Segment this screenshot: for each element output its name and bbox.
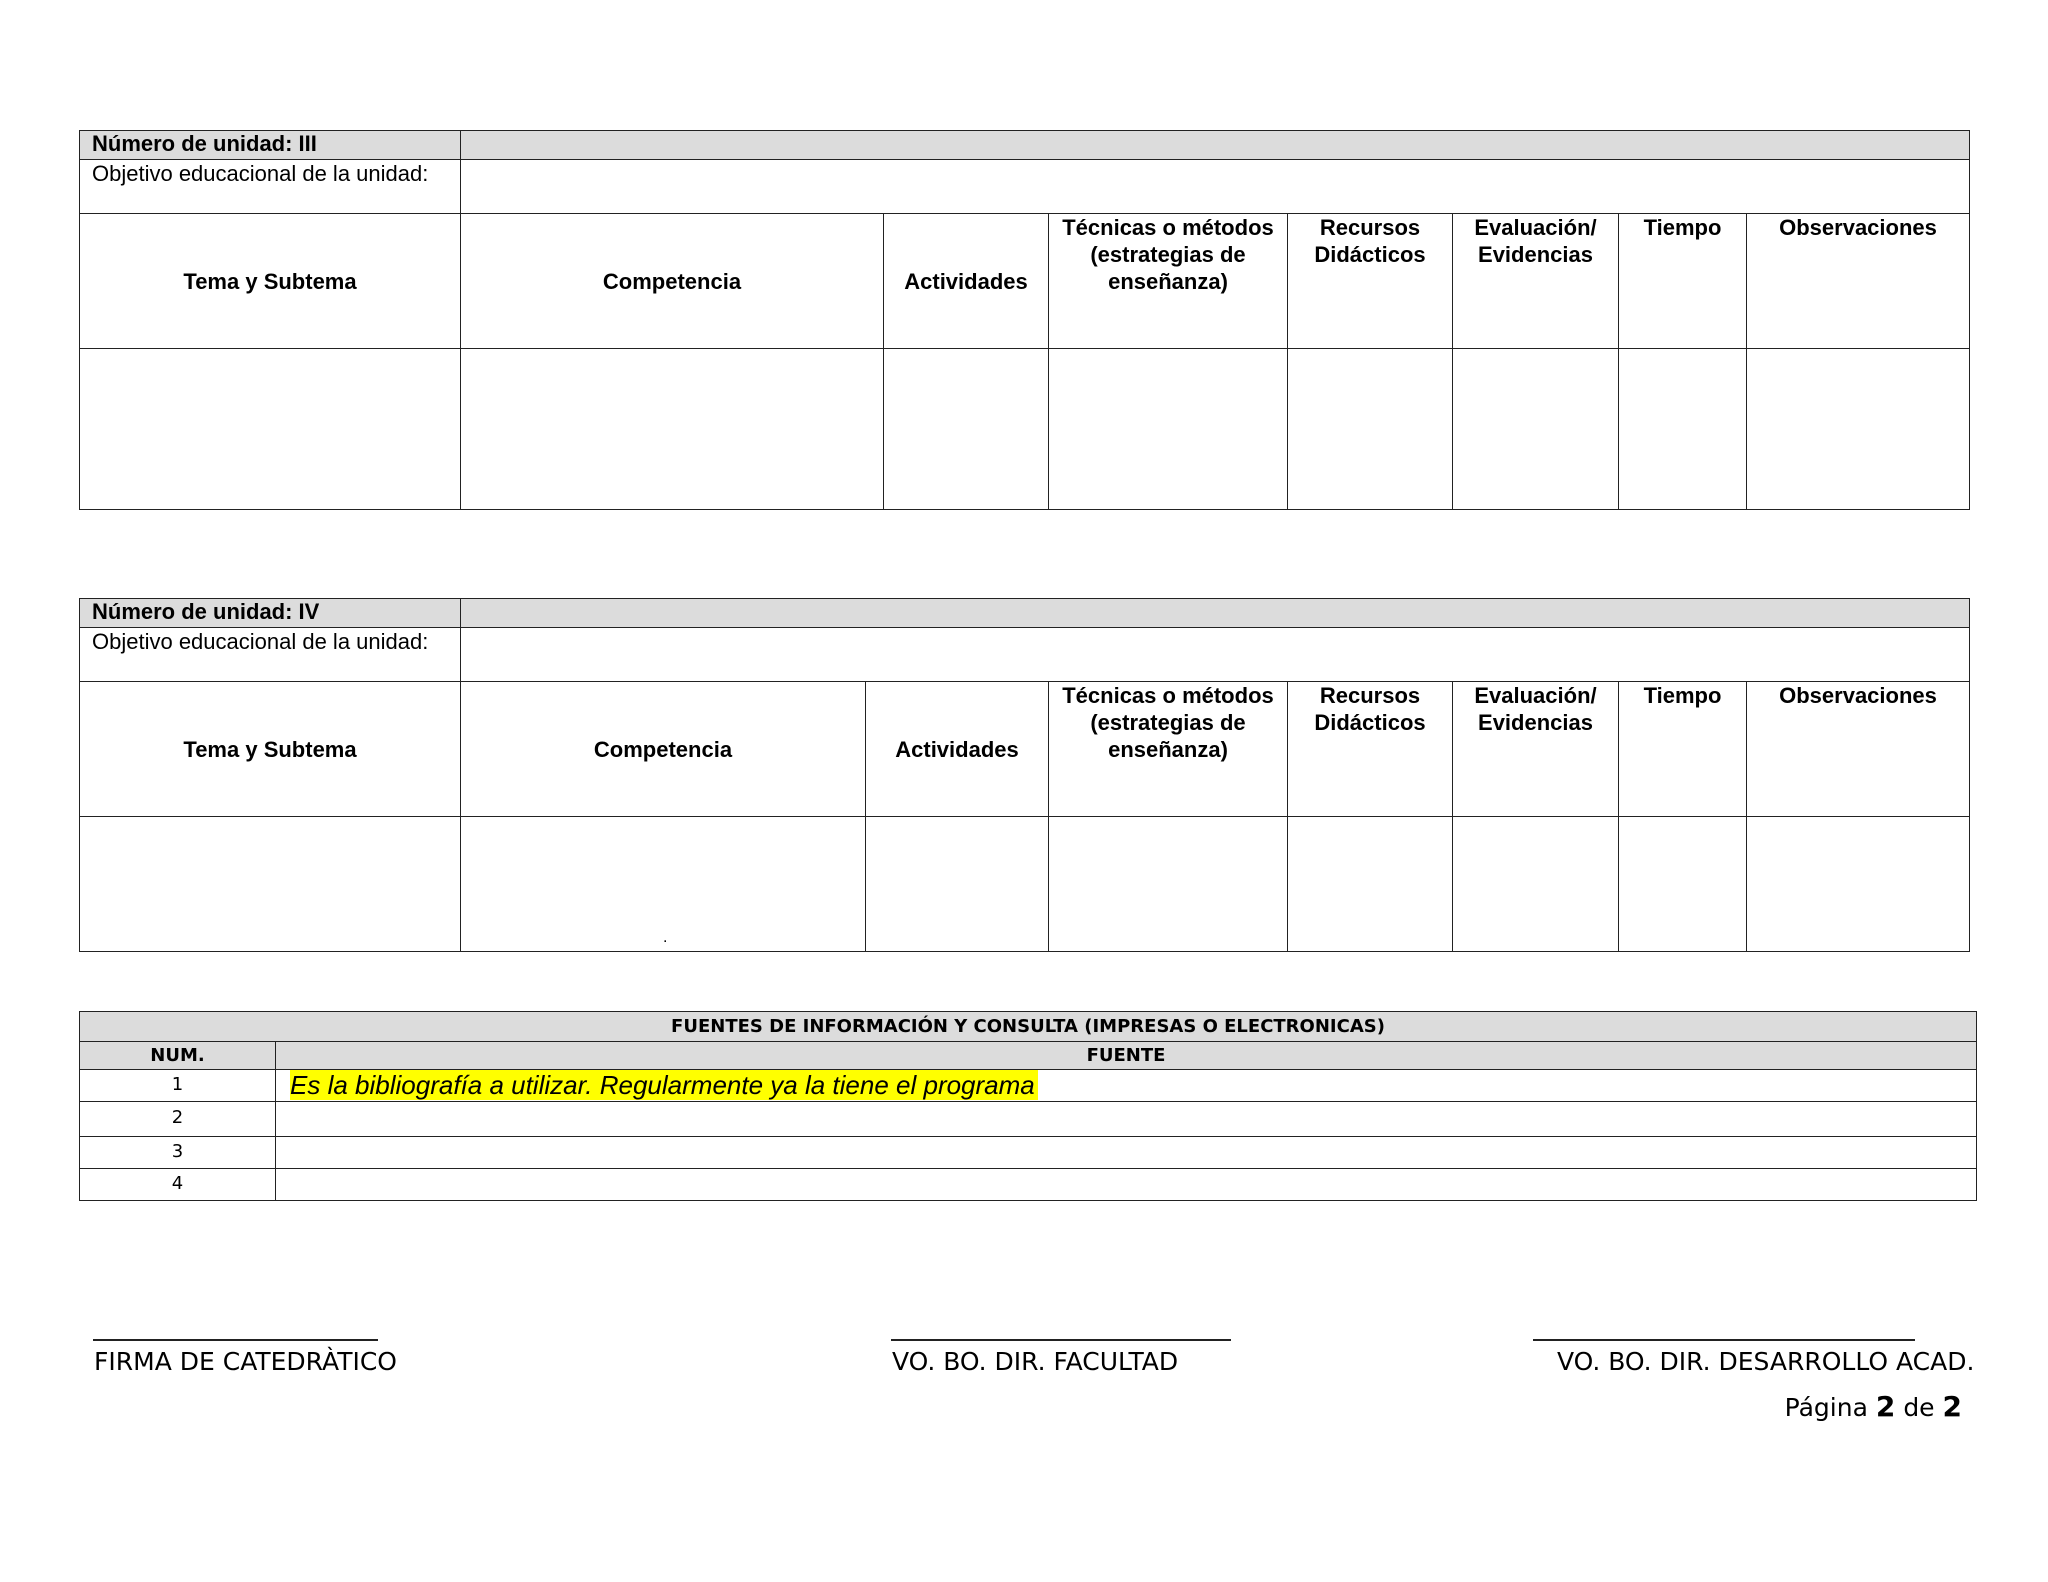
cell-competence[interactable] — [461, 349, 884, 510]
sources-title: FUENTES DE INFORMACIÓN Y CONSULTA (IMPRESAS O ELECTRONICAS) — [80, 1012, 1977, 1042]
table-row — [80, 1169, 1977, 1201]
objective-value[interactable] — [461, 628, 1970, 682]
col-header-techniques: Técnicas o métodos (estrategias de enseñanza) — [1049, 214, 1288, 349]
page-of: de — [1903, 1393, 1935, 1422]
unit-number-value[interactable] — [461, 131, 1970, 160]
highlighted-source-text: Es la bibliografía a utilizar. Regularmente ya la tiene el programa — [290, 1070, 1038, 1100]
faculty-signature-line[interactable] — [891, 1339, 1231, 1341]
unit-3-table — [79, 130, 1970, 510]
cell-observations[interactable] — [1747, 817, 1970, 952]
col-header-time: Tiempo — [1619, 682, 1747, 817]
cell-evaluation[interactable] — [1453, 349, 1619, 510]
cell-observations[interactable] — [1747, 349, 1970, 510]
sources-table — [79, 1011, 1977, 1201]
cell-topic[interactable] — [80, 817, 461, 952]
teacher-signature-label: FIRMA DE CATEDRÀTICO — [94, 1347, 397, 1376]
col-header-competence: Competencia — [461, 214, 884, 349]
col-header-activities: Actividades — [884, 214, 1049, 349]
objective-label: Objetivo educacional de la unidad: — [80, 160, 461, 214]
objective-value[interactable] — [461, 160, 1970, 214]
col-header-evaluation: Evaluación/ Evidencias — [1453, 214, 1619, 349]
col-header-competence: Competencia — [461, 682, 866, 817]
table-row — [80, 1070, 1977, 1102]
source-cell[interactable] — [276, 1070, 1977, 1102]
col-header-topic: Tema y Subtema — [80, 214, 461, 349]
table-row — [80, 817, 1970, 952]
unit-number-value[interactable] — [461, 599, 1970, 628]
source-cell[interactable] — [276, 1169, 1977, 1201]
source-cell[interactable] — [276, 1102, 1977, 1137]
cell-resources[interactable] — [1288, 817, 1453, 952]
col-header-observations: Observaciones — [1747, 682, 1970, 817]
academic-signature-line[interactable] — [1533, 1339, 1915, 1341]
cell-activities[interactable] — [884, 349, 1049, 510]
col-header-evaluation: Evaluación/ Evidencias — [1453, 682, 1619, 817]
table-row — [80, 1137, 1977, 1169]
col-header-observations: Observaciones — [1747, 214, 1970, 349]
unit-number-label: Número de unidad: IV — [80, 599, 461, 628]
col-header-source: FUENTE — [276, 1042, 1977, 1070]
stray-mark: . — [663, 929, 668, 946]
row-num: 4 — [80, 1169, 276, 1201]
cell-resources[interactable] — [1288, 349, 1453, 510]
row-num: 2 — [80, 1102, 276, 1137]
cell-activities[interactable] — [866, 817, 1049, 952]
row-num: 1 — [80, 1070, 276, 1102]
cell-time[interactable] — [1619, 817, 1747, 952]
table-row — [80, 1102, 1977, 1137]
objective-label: Objetivo educacional de la unidad: — [80, 628, 461, 682]
cell-topic[interactable] — [80, 349, 461, 510]
table-row — [80, 349, 1970, 510]
col-header-time: Tiempo — [1619, 214, 1747, 349]
academic-signature-label: VO. BO. DIR. DESARROLLO ACAD. — [1557, 1347, 1975, 1376]
page-current: 2 — [1875, 1390, 1896, 1423]
row-num: 3 — [80, 1137, 276, 1169]
unit-number-label: Número de unidad: III — [80, 131, 461, 160]
page-label: Página — [1784, 1393, 1868, 1422]
col-header-resources: Recursos Didácticos — [1288, 682, 1453, 817]
col-header-resources: Recursos Didácticos — [1288, 214, 1453, 349]
col-header-topic: Tema y Subtema — [80, 682, 461, 817]
col-header-num: NUM. — [80, 1042, 276, 1070]
faculty-signature-label: VO. BO. DIR. FACULTAD — [892, 1347, 1179, 1376]
teacher-signature-line[interactable] — [93, 1339, 378, 1341]
cell-time[interactable] — [1619, 349, 1747, 510]
page-number — [1785, 1390, 1962, 1423]
cell-competence[interactable] — [461, 817, 866, 952]
col-header-techniques: Técnicas o métodos (estrategias de enseñanza) — [1049, 682, 1288, 817]
col-header-activities: Actividades — [866, 682, 1049, 817]
cell-techniques[interactable] — [1049, 817, 1288, 952]
cell-evaluation[interactable] — [1453, 817, 1619, 952]
page-total: 2 — [1942, 1390, 1962, 1423]
cell-techniques[interactable] — [1049, 349, 1288, 510]
source-cell[interactable] — [276, 1137, 1977, 1169]
unit-4-table — [79, 598, 1970, 952]
